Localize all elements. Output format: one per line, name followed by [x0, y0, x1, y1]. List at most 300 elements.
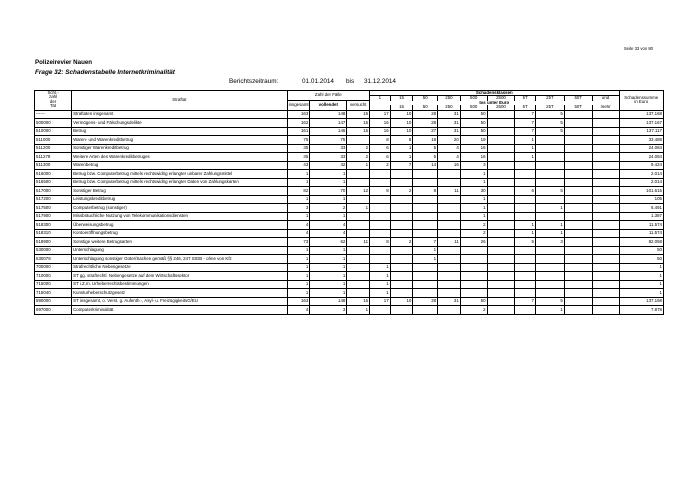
cell-schadensklasse — [460, 289, 487, 298]
cell-schadensklasse: 17 — [370, 297, 391, 306]
cell-schadensklasse — [592, 238, 619, 247]
cell-schadensklasse: 16 — [460, 153, 487, 162]
cell-schadensklasse — [564, 144, 592, 153]
cell-code: 511279 — [35, 153, 72, 162]
cell-schadensklasse — [438, 306, 461, 315]
cell-schadensklasse — [592, 153, 619, 162]
cell-schadensklasse — [592, 136, 619, 145]
cell-code: 518310 — [35, 229, 72, 238]
cell-versucht — [347, 229, 370, 238]
cell-schadensklasse — [564, 297, 592, 306]
cell-schadensklasse: 1 — [413, 246, 438, 255]
cell-vollendet: 148 — [310, 110, 347, 119]
cell-schadensklasse — [487, 178, 515, 187]
cell-schadensklasse: 8 — [370, 187, 391, 196]
cell-code: 511200 — [35, 144, 72, 153]
cell-schadensklasse — [564, 178, 592, 187]
cell-schadensklasse — [413, 195, 438, 204]
header-klasse-to: 5T — [515, 105, 536, 110]
cell-vollendet: 42 — [310, 161, 347, 170]
cell-vollendet: 3 — [310, 306, 347, 315]
cell-schadensklasse — [438, 204, 461, 213]
cell-schadensklasse — [592, 255, 619, 264]
cell-versucht — [347, 272, 370, 281]
cell-schadensklasse: 28 — [413, 119, 438, 128]
cell-schadensklasse: 5 — [515, 238, 536, 247]
header-klasse-from: 5T — [515, 96, 536, 101]
cell-schadensklasse — [487, 127, 515, 136]
cell-code: 511000 — [35, 136, 72, 145]
cell-schadensklasse: 1 — [515, 136, 536, 145]
cell-schadensklasse — [592, 204, 619, 213]
cell-versucht — [347, 170, 370, 179]
table-row — [35, 195, 664, 204]
cell-schadensklasse — [536, 170, 565, 179]
cell-schadensklasse — [592, 272, 619, 281]
cell-schadensklasse — [536, 280, 565, 289]
cell-straftat: Betrug — [72, 127, 287, 136]
header-klasse-from: 2500 — [487, 96, 515, 101]
period-from: 01.01.2014 — [302, 78, 334, 85]
cell-schadensklasse — [460, 263, 487, 272]
cell-schadensklasse: 31 — [438, 297, 461, 306]
cell-schadensklasse: 5 — [536, 187, 565, 196]
cell-schadensklasse — [515, 204, 536, 213]
cell-schadensklasse — [487, 246, 515, 255]
cell-code: 517500 — [35, 204, 72, 213]
cell-schadensklasse — [515, 212, 536, 221]
cell-versucht — [347, 195, 370, 204]
cell-code: 700000 — [35, 263, 72, 272]
cell-schadensklasse: 28 — [413, 110, 438, 119]
cell-schadensklasse — [564, 161, 592, 170]
table-row — [35, 110, 664, 119]
header-schadenssumme — [619, 91, 664, 111]
cell-vollendet: 1 — [310, 178, 347, 187]
cell-schadensklasse: 2 — [370, 161, 391, 170]
cell-versucht — [347, 289, 370, 298]
table-row — [35, 255, 664, 264]
header-klasse-to: 15 — [390, 105, 413, 110]
cell-vollendet: 1 — [310, 263, 347, 272]
cell-schadensklasse — [390, 306, 413, 315]
cell-schadensklasse — [413, 280, 438, 289]
cell-versucht: 15 — [347, 110, 370, 119]
cell-schadensklasse — [370, 229, 391, 238]
cell-schadensklasse: 31 — [438, 119, 461, 128]
cell-schadensklasse: 2 — [460, 221, 487, 230]
cell-schadensklasse — [515, 280, 536, 289]
cell-schadensklasse — [487, 238, 515, 247]
cell-insgesamt: 75 — [287, 136, 310, 145]
cell-schadensklasse — [564, 221, 592, 230]
cell-schadensklasse: 26 — [460, 238, 487, 247]
cell-schadensklasse — [536, 178, 565, 187]
cell-schadenssumme: 1 — [619, 263, 664, 272]
header-klasse-to: 500 — [460, 105, 487, 110]
cell-schadensklasse: 4 — [438, 153, 461, 162]
header-vollendet: vollendet — [310, 101, 347, 110]
cell-schadensklasse: 8 — [370, 136, 391, 145]
cell-insgesamt: 43 — [287, 161, 310, 170]
cell-versucht: 11 — [347, 238, 370, 247]
cell-versucht — [347, 136, 370, 145]
cell-schadensklasse — [438, 272, 461, 281]
header-klasse-from: 25T — [536, 96, 565, 101]
cell-schadensklasse — [564, 119, 592, 128]
cell-vollendet: 1 — [310, 280, 347, 289]
header-insgesamt: insgesamt — [287, 101, 310, 110]
cell-schadensklasse — [592, 229, 619, 238]
cell-straftat: ST i.Z.m. Urheberrechtsbestimmungen — [72, 280, 287, 289]
cell-schadensklasse: 1 — [460, 178, 487, 187]
cell-schadensklasse: 50 — [460, 119, 487, 128]
cell-vollendet: 33 — [310, 144, 347, 153]
cell-insgesamt: 1 — [287, 246, 310, 255]
cell-versucht: 15 — [347, 119, 370, 128]
cell-schadensklasse — [564, 238, 592, 247]
cell-vollendet: 1 — [310, 170, 347, 179]
cell-schadensklasse: 1 — [370, 289, 391, 298]
cell-schadensklasse — [370, 246, 391, 255]
cell-schadensklasse — [592, 221, 619, 230]
cell-vollendet: 1 — [310, 195, 347, 204]
cell-vollendet: 4 — [310, 221, 347, 230]
header-klasse-from: 50T — [564, 96, 592, 101]
cell-schadensklasse — [370, 178, 391, 187]
cell-schadensklasse: 50 — [460, 127, 487, 136]
cell-schadensklasse — [460, 246, 487, 255]
cell-schadensklasse — [413, 289, 438, 298]
cell-schadensklasse: 11 — [438, 187, 461, 196]
cell-code: 518300 — [35, 221, 72, 230]
cell-schadensklasse: 16 — [438, 161, 461, 170]
cell-schadensklasse: 1 — [536, 221, 565, 230]
header-straftat: Straftat — [72, 91, 287, 111]
cell-versucht — [347, 178, 370, 187]
cell-insgesamt: 73 — [287, 238, 310, 247]
cell-schadensklasse — [370, 221, 391, 230]
cell-schadensklasse: 1 — [460, 195, 487, 204]
cell-straftat: Weitere Arten des Warenkreditbetruges — [72, 153, 287, 162]
cell-schadensklasse: 10 — [390, 127, 413, 136]
cell-schadensklasse — [413, 204, 438, 213]
cell-schadensklasse: 31 — [438, 110, 461, 119]
cell-schadenssumme: 1 — [619, 272, 664, 281]
cell-schadensklasse — [592, 195, 619, 204]
cell-vollendet: 75 — [310, 136, 347, 145]
cell-code: 510000 — [35, 127, 72, 136]
cell-code: 500000 — [35, 119, 72, 128]
cell-schadensklasse — [438, 195, 461, 204]
cell-schadensklasse — [592, 178, 619, 187]
header-klasse-to: 50T — [564, 105, 592, 110]
cell-schadensklasse: 8 — [390, 136, 413, 145]
cell-straftat: Sonstige weitere Betrugsarten — [72, 238, 287, 247]
cell-schadensklasse — [390, 229, 413, 238]
cell-schadensklasse: 1 — [370, 272, 391, 281]
cell-schadensklasse — [487, 187, 515, 196]
cell-insgesamt: 1 — [287, 170, 310, 179]
cell-schadensklasse — [390, 170, 413, 179]
cell-schadensklasse — [592, 110, 619, 119]
cell-code: 530000 — [35, 246, 72, 255]
cell-insgesamt: 162 — [287, 119, 310, 128]
cell-schadensklasse: 10 — [390, 110, 413, 119]
cell-schadensklasse: 1 — [460, 212, 487, 221]
cell-schadensklasse — [536, 272, 565, 281]
cell-schadensklasse — [515, 272, 536, 281]
cell-schadensklasse: 10 — [390, 297, 413, 306]
cell-insgesamt: 1 — [287, 280, 310, 289]
cell-schadensklasse — [536, 136, 565, 145]
cell-schadensklasse — [390, 204, 413, 213]
cell-schadensklasse — [564, 153, 592, 162]
cell-schadensklasse — [592, 170, 619, 179]
cell-code: ------ — [35, 110, 72, 119]
cell-schadensklasse — [390, 178, 413, 187]
cell-schadensklasse: 5 — [413, 144, 438, 153]
cell-schadensklasse — [564, 263, 592, 272]
header-summe-line: in Euro — [634, 99, 649, 105]
cell-schadenssumme: 11.574 — [619, 229, 664, 238]
cell-code: 517200 — [35, 195, 72, 204]
table-row — [35, 238, 664, 247]
cell-vollendet: 1 — [310, 272, 347, 281]
cell-schadensklasse — [487, 136, 515, 145]
cell-schadensklasse — [592, 187, 619, 196]
cell-schadensklasse — [536, 263, 565, 272]
cell-schadensklasse: 3 — [536, 238, 565, 247]
cell-schadensklasse: 20 — [438, 136, 461, 145]
cell-schadensklasse — [487, 212, 515, 221]
cell-schadensklasse: 3 — [460, 161, 487, 170]
cell-schadensklasse: 1 — [515, 144, 536, 153]
cell-schadensklasse — [390, 263, 413, 272]
cell-schadensklasse — [487, 204, 515, 213]
cell-schadensklasse — [438, 170, 461, 179]
cell-schadenssumme: 11.574 — [619, 221, 664, 230]
header-klasse-to: mehr — [592, 105, 619, 110]
cell-vollendet: 1 — [310, 289, 347, 298]
cell-straftat: Überweisungsbetrug — [72, 221, 287, 230]
cell-schadensklasse — [487, 153, 515, 162]
cell-schadenssumme: 1.387 — [619, 212, 664, 221]
cell-schadensklasse — [564, 229, 592, 238]
cell-schadensklasse: 16 — [370, 127, 391, 136]
cell-schadensklasse: 1 — [460, 204, 487, 213]
header-schl-zahl — [35, 91, 72, 111]
cell-schadenssumme: 137.167 — [619, 119, 664, 128]
cell-schadensklasse — [390, 280, 413, 289]
cell-schadensklasse: 28 — [413, 297, 438, 306]
cell-schadensklasse: 7 — [390, 161, 413, 170]
period-to: 31.12.2014 — [364, 78, 396, 85]
cell-schadensklasse — [487, 280, 515, 289]
cell-insgesamt: 1 — [287, 263, 310, 272]
cell-schadensklasse — [564, 280, 592, 289]
cell-schadensklasse — [370, 195, 391, 204]
cell-schadenssumme: 24.084 — [619, 144, 664, 153]
header-klasse-from: 50 — [413, 96, 438, 101]
cell-schadensklasse — [487, 289, 515, 298]
cell-schadensklasse — [592, 127, 619, 136]
cell-schadensklasse — [515, 178, 536, 187]
cell-versucht: 1 — [347, 204, 370, 213]
cell-schadensklasse: 1 — [515, 229, 536, 238]
cell-insgesamt: 1 — [287, 195, 310, 204]
cell-schadenssumme: 82.058 — [619, 238, 664, 247]
cell-straftat: Vermögens- und Fälschungsdelikte — [72, 119, 287, 128]
cell-schadensklasse: 1 — [515, 153, 536, 162]
cell-insgesamt: 161 — [287, 127, 310, 136]
cell-schadensklasse — [564, 136, 592, 145]
header-klasse-from: 500 — [460, 96, 487, 101]
cell-code: 897000 — [35, 306, 72, 315]
cell-straftat: Computerbetrug (sonstiger) — [72, 204, 287, 213]
cell-schadensklasse — [487, 195, 515, 204]
header-schl-line: Schl.- — [47, 90, 59, 95]
cell-schadensklasse: 6 — [370, 144, 391, 153]
cell-schadensklasse: 10 — [390, 119, 413, 128]
cell-insgesamt: 163 — [287, 297, 310, 306]
cell-schadensklasse: 6 — [515, 187, 536, 196]
cell-straftat: Kunsturheberschutzgesetz — [72, 289, 287, 298]
cell-schadensklasse — [592, 246, 619, 255]
cell-code: 517900 — [35, 212, 72, 221]
cell-schadensklasse — [460, 280, 487, 289]
cell-schadensklasse: 1 — [460, 170, 487, 179]
cell-schadensklasse — [390, 212, 413, 221]
cell-straftat: Leistungskreditbetrug — [72, 195, 287, 204]
cell-schadenssumme: 101.615 — [619, 187, 664, 196]
cell-schadensklasse — [413, 229, 438, 238]
cell-schadensklasse — [515, 263, 536, 272]
table-row — [35, 187, 664, 196]
cell-schadensklasse — [515, 246, 536, 255]
header-zahl-der-faelle: Zahl der Fälle — [287, 91, 369, 101]
cell-schadensklasse: 27 — [413, 127, 438, 136]
cell-straftat: Betrug bzw. Computerbetrug mittels rechtswidrig erlangter unbarer Zahlungsmittel — [72, 170, 287, 179]
cell-schadensklasse: 7 — [413, 238, 438, 247]
table-row — [35, 178, 664, 187]
cell-schadensklasse: 1 — [536, 229, 565, 238]
table-row — [35, 153, 664, 162]
cell-schadensklasse — [515, 289, 536, 298]
cell-schadensklasse — [536, 153, 565, 162]
cell-straftat: Sonstiger Betrug — [72, 187, 287, 196]
cell-schadensklasse — [487, 255, 515, 264]
cell-schadensklasse — [515, 306, 536, 315]
report-title: Frage 32: Schadenstabelle Internetkriminalität — [35, 69, 175, 76]
header-klasse-to: 2500 — [487, 105, 515, 110]
cell-schadensklasse — [460, 255, 487, 264]
cell-schadensklasse — [592, 161, 619, 170]
cell-schadensklasse — [413, 170, 438, 179]
cell-schadensklasse — [564, 127, 592, 136]
table-row — [35, 212, 664, 221]
cell-schadensklasse: 8 — [370, 238, 391, 247]
cell-schadensklasse: 1 — [536, 204, 565, 213]
cell-insgesamt: 1 — [287, 255, 310, 264]
cell-straftat: Waren- und Warenkreditbetrug — [72, 136, 287, 145]
header-bis-unter-euro: bis unter Euro — [370, 101, 619, 105]
cell-schadensklasse: 30 — [460, 187, 487, 196]
header-klasse-to: 25T — [536, 105, 565, 110]
cell-schadensklasse — [592, 297, 619, 306]
cell-straftat: Unterschlagung sonstiger Güter/Sachen gemäß §§ 246, 247 StGB - ohne von Kfz — [72, 255, 287, 264]
cell-schadensklasse — [487, 161, 515, 170]
cell-insgesamt: 163 — [287, 110, 310, 119]
cell-schadensklasse — [438, 255, 461, 264]
cell-schadenssumme: 33.488 — [619, 136, 664, 145]
cell-schadensklasse — [536, 246, 565, 255]
table-row — [35, 229, 664, 238]
cell-straftat: Sonstiger Warenkreditbetrug — [72, 144, 287, 153]
cell-schadensklasse — [370, 306, 391, 315]
cell-versucht — [347, 246, 370, 255]
cell-schadensklasse — [413, 212, 438, 221]
cell-schadensklasse — [536, 212, 565, 221]
cell-schadensklasse — [515, 195, 536, 204]
cell-schadensklasse — [413, 178, 438, 187]
cell-schadensklasse: 7 — [515, 297, 536, 306]
table-row — [35, 127, 664, 136]
header-schl-line: der — [49, 98, 57, 104]
cell-straftat: Computerkriminalität — [72, 306, 287, 315]
cell-schadenssumme: 6.491 — [619, 204, 664, 213]
cell-schadensklasse — [564, 195, 592, 204]
cell-insgesamt: 4 — [287, 229, 310, 238]
cell-schadensklasse — [370, 255, 391, 264]
cell-schadensklasse: 19 — [460, 136, 487, 145]
table-row — [35, 297, 664, 306]
table-body — [35, 110, 664, 314]
cell-straftat: Betrug bzw. Computerbetrug mittels rechtswidrig erlangter Daten von Zahlungskarten — [72, 178, 287, 187]
header-klasse-from: 15 — [390, 96, 413, 101]
cell-schadensklasse — [413, 306, 438, 315]
cell-schadensklasse — [564, 170, 592, 179]
cell-schadensklasse — [487, 144, 515, 153]
cell-code: 715000 — [35, 280, 72, 289]
cell-versucht: 15 — [347, 297, 370, 306]
cell-schadensklasse — [413, 221, 438, 230]
cell-schadensklasse — [438, 212, 461, 221]
cell-vollendet: 4 — [310, 229, 347, 238]
cell-schadensklasse — [438, 263, 461, 272]
cell-schadensklasse — [564, 187, 592, 196]
cell-schadensklasse — [487, 110, 515, 119]
cell-schadensklasse: 1 — [370, 280, 391, 289]
cell-versucht: 1 — [347, 306, 370, 315]
cell-schadenssumme: 2.014 — [619, 178, 664, 187]
table-row — [35, 161, 664, 170]
cell-schadensklasse — [515, 255, 536, 264]
cell-schadensklasse: 11 — [438, 238, 461, 247]
period-bis: bis — [346, 78, 355, 85]
cell-schadenssumme: 105 — [619, 195, 664, 204]
cell-versucht: 15 — [347, 127, 370, 136]
cell-schadensklasse: 16 — [460, 144, 487, 153]
cell-schadenssumme: 24.084 — [619, 153, 664, 162]
cell-schadenssumme: 50 — [619, 246, 664, 255]
cell-schadensklasse: 5 — [413, 153, 438, 162]
cell-schadensklasse — [564, 204, 592, 213]
header-klasse-to: 250 — [438, 105, 461, 110]
cell-schadensklasse — [536, 195, 565, 204]
cell-schadensklasse: 2 — [390, 238, 413, 247]
cell-schadensklasse — [592, 144, 619, 153]
